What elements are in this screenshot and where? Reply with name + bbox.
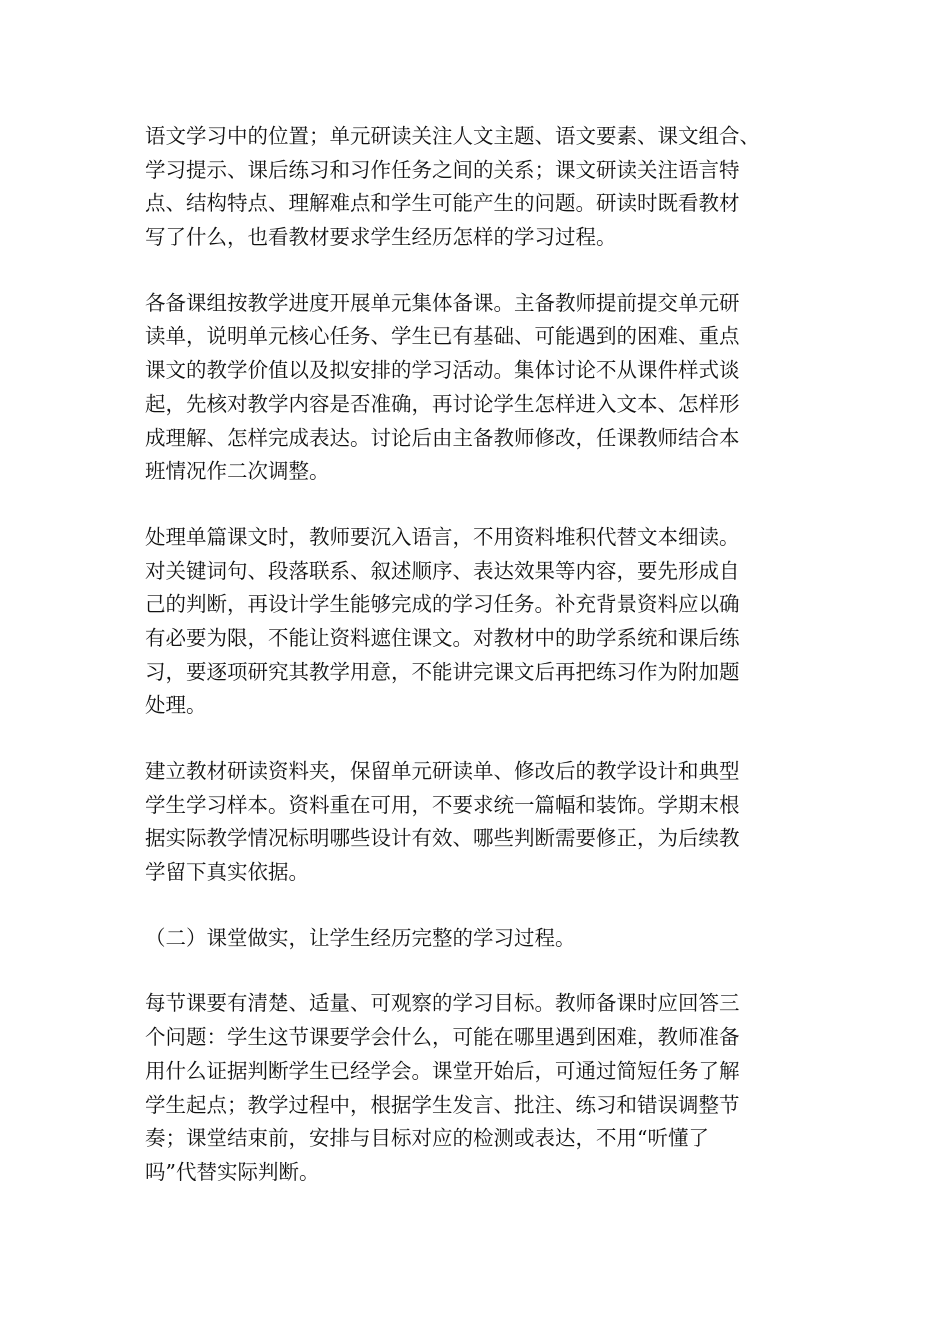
text-line: 吗”代替实际判断。: [145, 1159, 320, 1184]
text-line: 奏；课堂结束前，安排与目标对应的检测或表达，不用“听懂了: [145, 1126, 709, 1151]
text-line: 学生起点；教学过程中，根据学生发言、批注、练习和错误调整节: [145, 1092, 740, 1117]
text-line: 成理解、怎样完成表达。讨论后由主备教师修改，任课教师结合本: [145, 425, 740, 450]
text-line: 读单，说明单元核心任务、学生已有基础、可能遇到的困难、重点: [145, 324, 740, 349]
text-line: 课文的教学价值以及拟安排的学习活动。集体讨论不从课件样式谈: [145, 358, 740, 383]
paragraph-single-text-handling: [145, 521, 813, 723]
paragraph-materials-folder: [145, 755, 813, 890]
paragraph-learning-goals: [145, 987, 813, 1189]
text-line: 个问题：学生这节课要学会什么，可能在哪里遇到困难，教师准备: [145, 1025, 740, 1050]
text-line: 语文学习中的位置；单元研读关注人文主题、语文要素、课文组合、: [145, 124, 760, 148]
text-line: 据实际教学情况标明哪些设计有效、哪些判断需要修正，为后续教: [145, 826, 740, 851]
paragraph-collective-lesson-prep: [145, 287, 813, 489]
text-line: 学留下真实依据。: [145, 860, 309, 885]
document-body: [145, 120, 813, 1222]
text-line: 学生学习样本。资料重在可用，不要求统一篇幅和装饰。学期末根: [145, 792, 740, 817]
text-line: 起，先核对教学内容是否准确，再讨论学生怎样进入文本、怎样形: [145, 391, 740, 416]
text-line: 班情况作二次调整。: [145, 459, 330, 484]
heading-line: （二）课堂做实，让学生经历完整的学习过程。: [145, 925, 576, 950]
text-line: 各备课组按教学进度开展单元集体备课。主备教师提前提交单元研: [145, 290, 740, 315]
text-line: 己的判断，再设计学生能够完成的学习任务。补充背景资料应以确: [145, 592, 740, 617]
text-line: 处理。: [145, 693, 207, 718]
text-line: 建立教材研读资料夹，保留单元研读单、修改后的教学设计和典型: [145, 759, 740, 783]
text-line: 点、结构特点、理解难点和学生可能产生的问题。研读时既看教材: [145, 191, 740, 216]
text-line: 学习提示、课后练习和习作任务之间的关系；课文研读关注语言特: [145, 157, 740, 182]
text-line: 每节课要有清楚、适量、可观察的学习目标。教师备课时应回答三: [145, 991, 740, 1016]
text-line: 有必要为限，不能让资料遮住课文。对教材中的助学系统和课后练: [145, 625, 740, 650]
text-line: 处理单篇课文时，教师要沉入语言，不用资料堆积代替文本细读。: [145, 524, 740, 549]
text-line: 习，要逐项研究其教学用意，不能讲完课文后再把练习作为附加题: [145, 659, 740, 684]
section-heading: [145, 922, 813, 956]
paragraph-textbook-study: [145, 120, 813, 255]
text-line: 对关键词句、段落联系、叙述顺序、表达效果等内容，要先形成自: [145, 558, 740, 583]
text-line: 写了什么，也看教材要求学生经历怎样的学习过程。: [145, 225, 617, 250]
text-line: 用什么证据判断学生已经学会。课堂开始后，可通过简短任务了解: [145, 1058, 740, 1083]
